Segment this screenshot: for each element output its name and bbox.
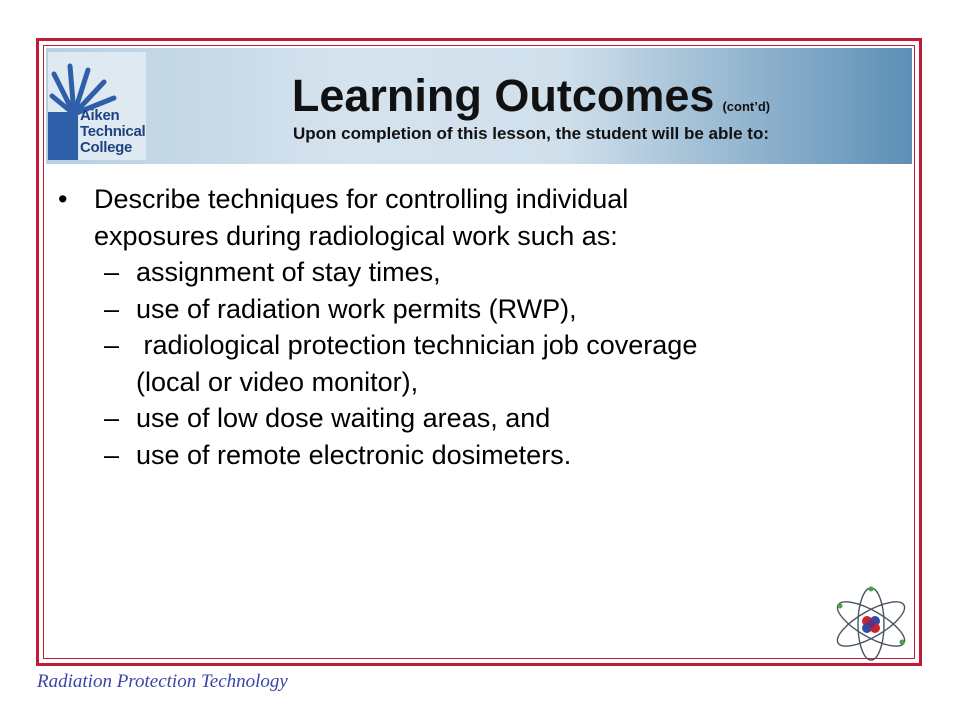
sub-item-text: use of radiation work permits (RWP), xyxy=(136,293,577,324)
sub-item-text: assignment of stay times, xyxy=(136,257,441,287)
sub-item-text: radiological protection technician job coverage xyxy=(136,330,698,360)
sub-item-rwp xyxy=(58,291,898,328)
sub-item-stay-times xyxy=(58,254,898,291)
page-subtitle: Upon completion of this lesson, the student will be able to: xyxy=(292,124,770,143)
dash-marker: – xyxy=(104,293,120,324)
footer-text: Radiation Protection Technology xyxy=(37,671,288,692)
sub-item-text: (local or video monitor), xyxy=(136,366,419,397)
slide-content xyxy=(58,181,898,473)
sub-item-low-dose-areas xyxy=(58,400,898,437)
dash-marker: – xyxy=(104,257,120,287)
sub-item-remote-dosimeters xyxy=(58,437,898,474)
title-row xyxy=(150,70,912,122)
atom-icon xyxy=(830,586,912,662)
logo-text-line-3: College xyxy=(80,139,133,156)
title-suffix: (cont’d) xyxy=(722,99,771,114)
sub-item-text: use of remote electronic dosimeters. xyxy=(136,439,572,470)
college-logo xyxy=(48,52,146,160)
sub-item-text: use of low dose waiting areas, and xyxy=(136,403,551,433)
dash-marker: – xyxy=(104,439,120,470)
bullet-line-1: Describe techniques for controlling individual xyxy=(94,184,629,214)
sub-item-job-coverage xyxy=(58,327,898,364)
dash-marker: – xyxy=(104,330,120,360)
bullet-line-2: exposures during radiological work such as: xyxy=(94,220,618,251)
sub-item-job-coverage-continued xyxy=(58,364,898,401)
logo-text-line-1: Aiken xyxy=(80,107,120,124)
bullet-marker: • xyxy=(58,184,68,214)
page-title: Learning Outcomes xyxy=(291,70,715,121)
dash-marker: – xyxy=(104,403,120,433)
bullet-item xyxy=(58,181,898,254)
logo-text-line-2: Technical xyxy=(80,123,146,140)
